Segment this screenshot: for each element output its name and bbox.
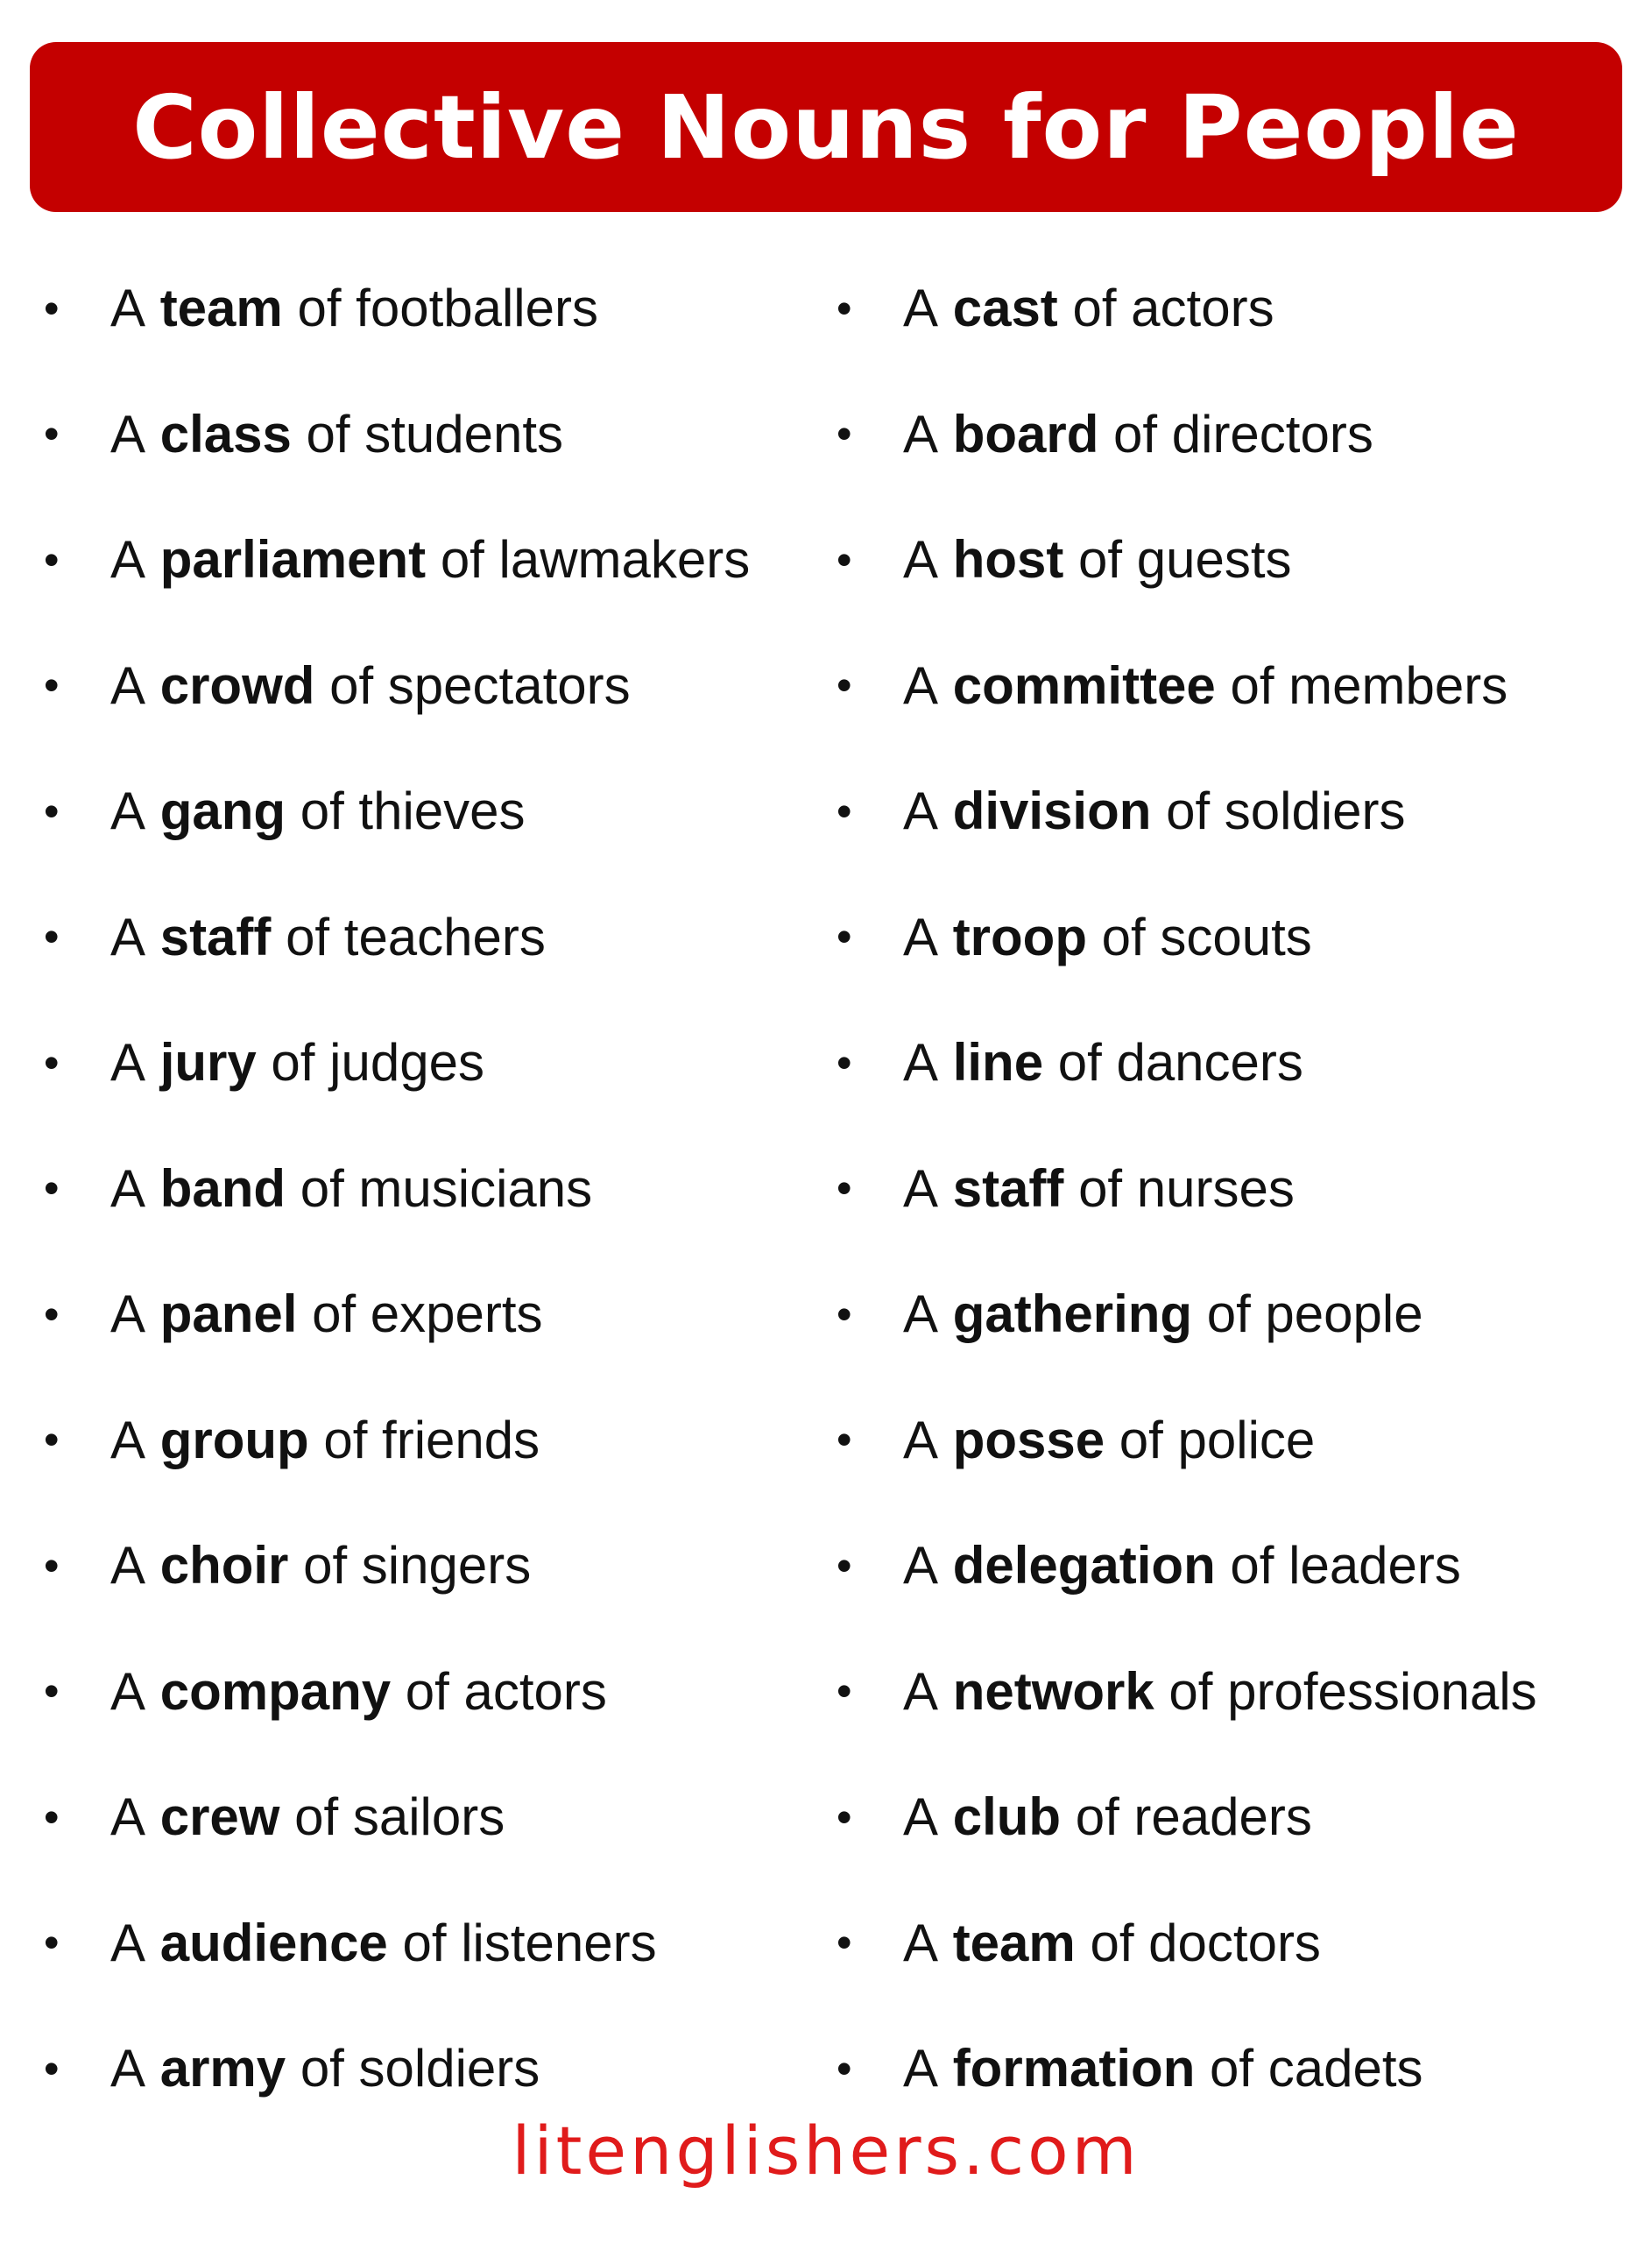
list-item (828, 1000, 1634, 1126)
bullet-icon: • (837, 2043, 852, 2093)
list-item (828, 1754, 1634, 1880)
collective-noun: group (159, 1410, 309, 1469)
list-item (35, 1251, 823, 1377)
noun-phrase-rest: of lawmakers (440, 530, 751, 590)
bullet-icon: • (837, 1164, 852, 1213)
bullet-icon: • (837, 1666, 852, 1716)
list-item (35, 623, 823, 749)
list-item (35, 497, 823, 623)
bullet-icon: • (837, 1918, 852, 1968)
noun-phrase-rest: of sailors (294, 1787, 505, 1847)
collective-noun: formation (952, 2039, 1196, 2098)
article: A (110, 1033, 146, 1093)
noun-phrase-rest: of experts (312, 1284, 543, 1344)
list-item (828, 1377, 1634, 1504)
bullet-icon: • (837, 534, 852, 584)
article: A (110, 782, 146, 841)
right-noun-list (828, 245, 1634, 2132)
collective-noun: gang (159, 782, 286, 841)
bullet-icon: • (837, 1037, 852, 1087)
article: A (110, 1158, 146, 1218)
article: A (110, 279, 146, 338)
list-item (828, 497, 1634, 623)
article: A (110, 1787, 146, 1847)
bullet-icon: • (44, 409, 60, 459)
article: A (110, 530, 146, 590)
bullet-icon: • (44, 283, 60, 333)
article: A (903, 1158, 939, 1218)
list-item (35, 1126, 823, 1252)
bullet-icon: • (837, 1792, 852, 1842)
bullet-icon: • (837, 786, 852, 836)
bullet-icon: • (44, 1037, 60, 1087)
noun-phrase-rest: of doctors (1090, 1913, 1321, 1972)
collective-noun: troop (952, 907, 1087, 966)
article: A (903, 655, 939, 715)
bullet-icon: • (44, 1666, 60, 1716)
article: A (903, 1536, 939, 1596)
article: A (110, 1410, 146, 1469)
collective-noun: delegation (952, 1536, 1216, 1596)
noun-phrase-rest: of professionals (1168, 1661, 1537, 1721)
bullet-icon: • (44, 912, 60, 962)
list-item (828, 748, 1634, 874)
noun-phrase-rest: of guests (1078, 530, 1292, 590)
page-title: Collective Nouns for People (132, 75, 1520, 179)
site-url: litenglishers.com (512, 2112, 1140, 2190)
noun-phrase-rest: of leaders (1230, 1536, 1461, 1596)
noun-phrase-rest: of actors (1072, 279, 1274, 338)
noun-phrase-rest: of readers (1075, 1787, 1312, 1847)
list-item (35, 1629, 823, 1755)
noun-phrase-rest: of people (1206, 1284, 1423, 1344)
bullet-icon: • (837, 661, 852, 711)
list-item (35, 748, 823, 874)
list-item (35, 874, 823, 1001)
article: A (903, 907, 939, 966)
list-item (35, 1377, 823, 1504)
article: A (903, 530, 939, 590)
bullet-icon: • (44, 1164, 60, 1213)
collective-noun: class (159, 404, 292, 463)
bullet-icon: • (44, 2043, 60, 2093)
collective-noun: band (159, 1158, 286, 1218)
list-item (35, 1880, 823, 2006)
list-item (35, 245, 823, 371)
collective-noun: staff (952, 1158, 1064, 1218)
list-item (828, 874, 1634, 1001)
list-item (828, 1880, 1634, 2006)
noun-phrase-rest: of thieves (300, 782, 526, 841)
collective-noun: staff (159, 907, 272, 966)
article: A (903, 1410, 939, 1469)
article: A (903, 782, 939, 841)
noun-phrase-rest: of spectators (329, 655, 631, 715)
collective-noun: committee (952, 655, 1216, 715)
bullet-icon: • (44, 1289, 60, 1339)
bullet-icon: • (837, 1415, 852, 1465)
collective-noun: team (952, 1913, 1076, 1972)
article: A (903, 1661, 939, 1721)
article: A (110, 2039, 146, 2098)
bullet-icon: • (44, 534, 60, 584)
article: A (903, 1913, 939, 1972)
collective-noun: network (952, 1661, 1154, 1721)
collective-noun: audience (159, 1913, 388, 1972)
article: A (110, 1284, 146, 1344)
bullet-icon: • (44, 1540, 60, 1590)
article: A (110, 907, 146, 966)
noun-phrase-rest: of listeners (402, 1913, 657, 1972)
left-noun-list (35, 245, 823, 2132)
list-item (828, 1503, 1634, 1629)
collective-noun: line (952, 1033, 1044, 1093)
list-item (35, 1000, 823, 1126)
bullet-icon: • (44, 1792, 60, 1842)
noun-phrase-rest: of scouts (1101, 907, 1312, 966)
noun-phrase-rest: of footballers (297, 279, 598, 338)
collective-noun: gathering (952, 1284, 1193, 1344)
noun-phrase-rest: of actors (405, 1661, 607, 1721)
bullet-icon: • (837, 409, 852, 459)
collective-noun: choir (159, 1536, 289, 1596)
article: A (903, 1787, 939, 1847)
bullet-icon: • (837, 1289, 852, 1339)
article: A (903, 1284, 939, 1344)
bullet-icon: • (44, 786, 60, 836)
list-item (828, 1629, 1634, 1755)
list-item (828, 1251, 1634, 1377)
collective-noun: posse (952, 1410, 1105, 1469)
collective-noun: cast (952, 279, 1058, 338)
collective-noun: panel (159, 1284, 298, 1344)
bullet-icon: • (837, 1540, 852, 1590)
noun-phrase-rest: of judges (271, 1033, 484, 1093)
noun-phrase-rest: of teachers (286, 907, 546, 966)
list-item (35, 1754, 823, 1880)
collective-noun: division (952, 782, 1152, 841)
collective-noun: company (159, 1661, 392, 1721)
bullet-icon: • (837, 912, 852, 962)
collective-noun: army (159, 2039, 286, 2098)
collective-noun: crowd (159, 655, 315, 715)
collective-noun: crew (159, 1787, 280, 1847)
bullet-icon: • (44, 1918, 60, 1968)
noun-phrase-rest: of friends (323, 1410, 540, 1469)
noun-phrase-rest: of soldiers (1166, 782, 1406, 841)
noun-phrase-rest: of members (1230, 655, 1508, 715)
bullet-icon: • (44, 661, 60, 711)
noun-phrase-rest: of students (306, 404, 564, 463)
title-banner (30, 42, 1622, 212)
collective-noun: host (952, 530, 1064, 590)
noun-phrase-rest: of cadets (1210, 2039, 1423, 2098)
noun-phrase-rest: of musicians (300, 1158, 593, 1218)
article: A (110, 1536, 146, 1596)
noun-phrase-rest: of nurses (1078, 1158, 1295, 1218)
collective-noun: team (159, 279, 283, 338)
list-item (35, 371, 823, 498)
article: A (110, 1913, 146, 1972)
article: A (903, 2039, 939, 2098)
noun-phrase-rest: of directors (1113, 404, 1373, 463)
article: A (903, 279, 939, 338)
article: A (903, 1033, 939, 1093)
article: A (110, 404, 146, 463)
bullet-icon: • (837, 283, 852, 333)
noun-phrase-rest: of dancers (1057, 1033, 1303, 1093)
collective-noun: board (952, 404, 1099, 463)
list-item (828, 245, 1634, 371)
collective-noun: club (952, 1787, 1062, 1847)
list-item (828, 623, 1634, 749)
article: A (110, 655, 146, 715)
list-item (828, 371, 1634, 498)
list-item (35, 1503, 823, 1629)
noun-phrase-rest: of soldiers (300, 2039, 540, 2098)
noun-phrase-rest: of singers (303, 1536, 532, 1596)
list-item (828, 1126, 1634, 1252)
collective-noun: parliament (159, 530, 427, 590)
bullet-icon: • (44, 1415, 60, 1465)
article: A (903, 404, 939, 463)
collective-noun: jury (159, 1033, 257, 1093)
article: A (110, 1661, 146, 1721)
noun-phrase-rest: of police (1119, 1410, 1316, 1469)
